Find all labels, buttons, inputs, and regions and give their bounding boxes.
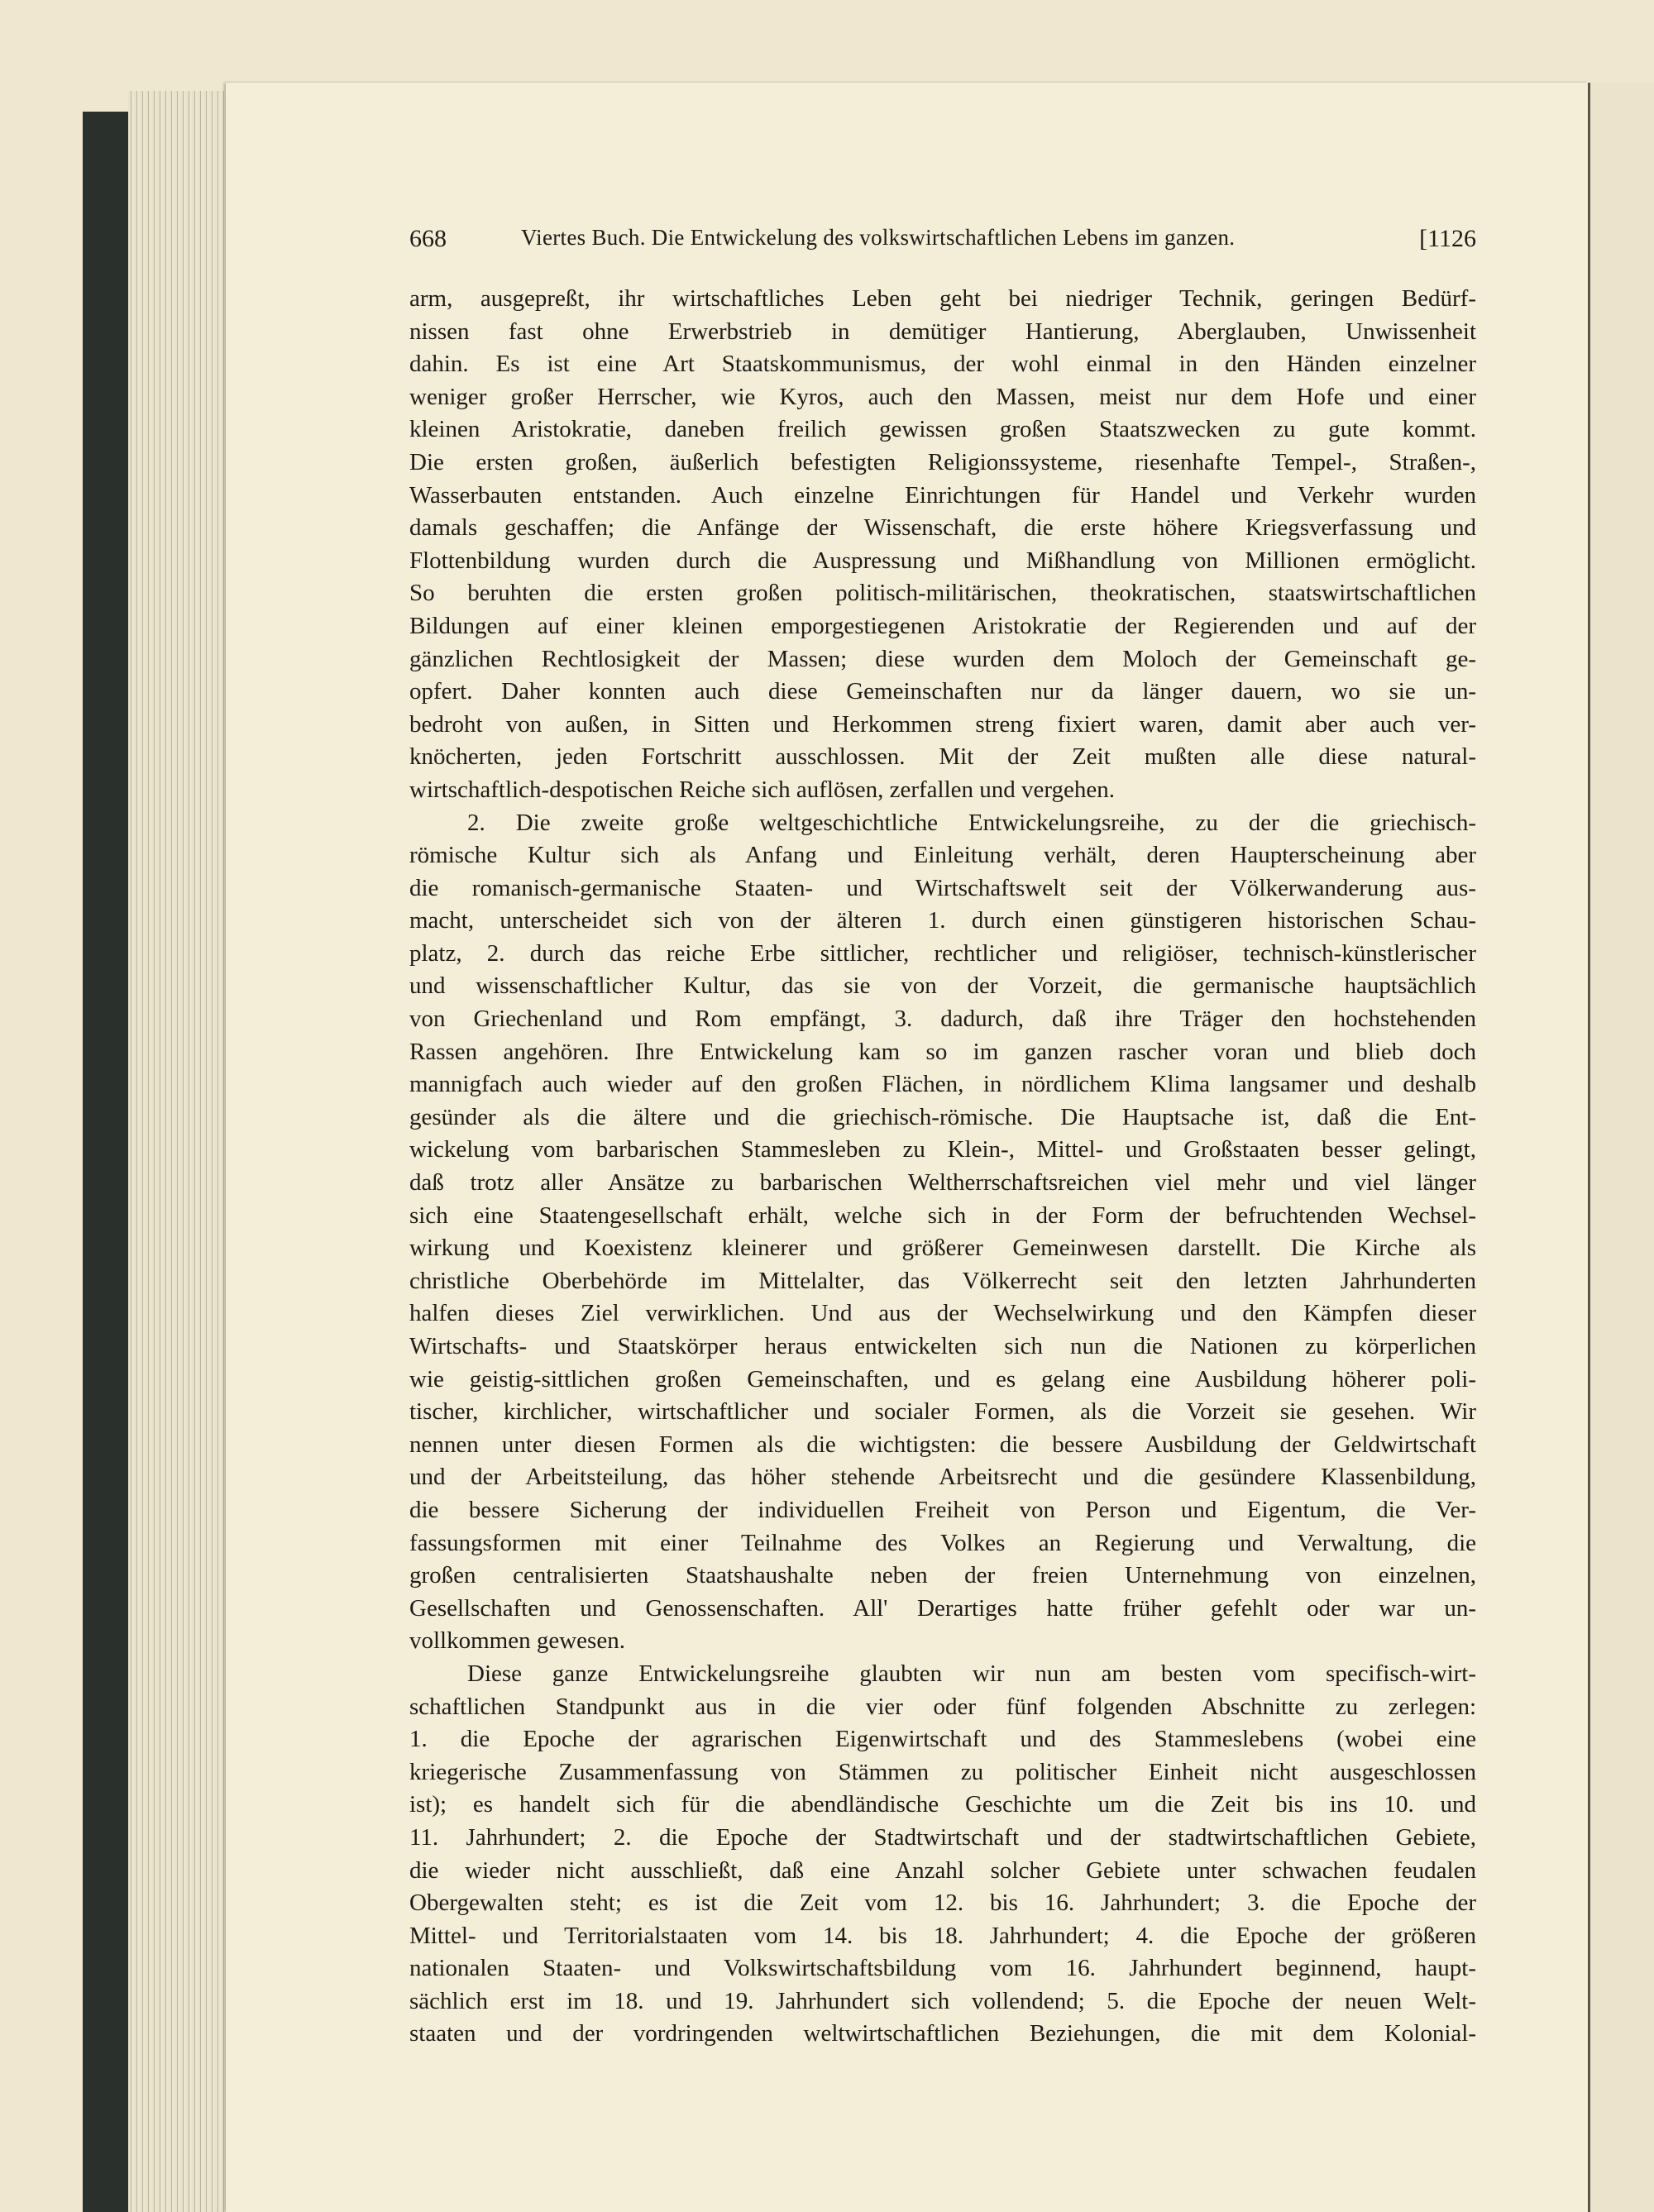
text-line: damals geschaffen; die Anfänge der Wissenschaft, die erste höhere Kriegsverfassung und xyxy=(409,514,1476,542)
text-line: Flottenbildung wurden durch die Auspressung und Mißhandlung von Millionen ermöglicht. xyxy=(409,547,1476,574)
text-line: arm, ausgepreßt, ihr wirtschaftliches Leben geht bei niedriger Technik, geringen Bedürf- xyxy=(409,285,1476,312)
text-line: sächlich erst im 18. und 19. Jahrhundert sich vollendend; 5. die Epoche der neuen Welt- xyxy=(409,1987,1476,2014)
text-line: fassungsformen mit einer Teilnahme des Volkes an Regierung und Verwaltung, die xyxy=(409,1529,1476,1556)
text-line: 2. Die zweite große weltgeschichtliche Entwickelungsreihe, zu der die griechisch- xyxy=(467,809,1476,836)
page-number: 668 xyxy=(409,225,447,252)
page-stack-edges xyxy=(128,91,226,2212)
text-line: bedroht von außen, in Sitten und Herkommen streng fixiert waren, damit aber auch ver- xyxy=(409,710,1476,738)
text-line: und wissenschaftlicher Kultur, das sie von der Vorzeit, die germanische hauptsächlich xyxy=(409,972,1476,1000)
text-line: dahin. Es ist eine Art Staatskommunismus, der wohl einmal in den Händen einzelner xyxy=(409,351,1476,378)
text-line: ist); es handelt sich für die abendländische Geschichte um die Zeit bis ins 10. und xyxy=(409,1791,1476,1818)
text-line: Rassen angehören. Ihre Entwickelung kam so im ganzen rascher voran und blieb doch xyxy=(409,1038,1476,1065)
text-line: nissen fast ohne Erwerbstrieb in demütiger Hantierung, Aberglauben, Unwissenheit xyxy=(409,318,1476,345)
text-line: nationalen Staaten- und Volkswirtschaftsbildung vom 16. Jahrhundert beginnend, haupt- xyxy=(409,1955,1476,1982)
text-line: staaten und der vordringenden weltwirtschaftlichen Beziehungen, die mit dem Kolonial- xyxy=(409,2020,1476,2047)
text-line: römische Kultur sich als Anfang und Einleitung verhält, deren Haupterscheinung aber xyxy=(409,842,1476,869)
page-header xyxy=(409,225,1476,258)
text-line: Wasserbauten entstanden. Auch einzelne Einrichtungen für Handel und Verkehr wurden xyxy=(409,481,1476,509)
text-line: vollkommen gewesen. xyxy=(409,1627,625,1655)
text-line: tischer, kirchlicher, wirtschaftlicher und socialer Formen, als die Vorzeit sie gesehen. Wir xyxy=(409,1398,1476,1426)
text-line: wie geistig-sittlichen großen Gemeinschaften, und es gelang eine Ausbildung höherer poli- xyxy=(409,1365,1476,1393)
text-line: gänzlichen Rechtlosigkeit der Massen; diese wurden dem Moloch der Gemeinschaft ge- xyxy=(409,645,1476,672)
text-line: kleinen Aristokratie, daneben freilich gewissen großen Staatszwecken zu gute kommt. xyxy=(409,416,1476,443)
text-line: schaftlichen Standpunkt aus in die vier oder fünf folgenden Abschnitte zu zerlegen: xyxy=(409,1693,1476,1720)
text-line: daß trotz aller Ansätze zu barbarischen Weltherrschaftsreichen viel mehr und viel länger xyxy=(409,1169,1476,1197)
text-line: sich eine Staatengesellschaft erhält, welche sich in der Form der befruchtenden Wechsel- xyxy=(409,1202,1476,1229)
text-line: mannigfach auch wieder auf den großen Flächen, in nördlichem Klima langsamer und deshalb xyxy=(409,1071,1476,1098)
text-line: die romanisch-germanische Staaten- und Wirtschaftswelt seit der Völkerwanderung aus- xyxy=(409,874,1476,901)
text-line: die wieder nicht ausschließt, daß eine Anzahl solcher Gebiete unter schwachen feudalen xyxy=(409,1856,1476,1884)
text-line: 1. die Epoche der agrarischen Eigenwirtschaft und des Stammeslebens (wobei eine xyxy=(409,1726,1476,1753)
text-line: halfen dieses Ziel verwirklichen. Und aus der Wechselwirkung und den Kämpfen dieser xyxy=(409,1300,1476,1327)
text-line: nennen unter diesen Formen als die wichtigsten: die bessere Ausbildung der Geldwirtschaft xyxy=(409,1431,1476,1458)
facing-page-edge xyxy=(1588,83,1654,2212)
text-line: weniger großer Herrscher, wie Kyros, auch den Massen, meist nur dem Hofe und einer xyxy=(409,383,1476,410)
text-line: wirkung und Koexistenz kleinerer und größerer Gemeinwesen darstellt. Die Kirche als xyxy=(409,1235,1476,1262)
text-line: von Griechenland und Rom empfängt, 3. dadurch, daß ihre Träger den hochstehenden xyxy=(409,1006,1476,1033)
text-line: 11. Jahrhundert; 2. die Epoche der Stadtwirtschaft und der stadtwirtschaftlichen Gebiete, xyxy=(409,1823,1476,1851)
text-line: macht, unterscheidet sich von der älteren 1. durch einen günstigeren historischen Schau- xyxy=(409,907,1476,934)
text-line: Bildungen auf einer kleinen emporgestiegenen Aristokratie der Regierenden und auf der xyxy=(409,612,1476,639)
text-line: Die ersten großen, äußerlich befestigten Religionssysteme, riesenhafte Tempel-, Straßen-, xyxy=(409,448,1476,475)
running-title: Viertes Buch. Die Entwickelung des volkswirtschaftlichen Lebens im ganzen. xyxy=(521,225,1236,250)
text-line: platz, 2. durch das reiche Erbe sittlicher, rechtlicher und religiöser, technisch-künstlerischer xyxy=(409,939,1476,967)
text-line: Diese ganze Entwickelungsreihe glaubten wir nun am besten vom specifisch-wirt- xyxy=(467,1660,1476,1687)
text-line: Wirtschafts- und Staatskörper heraus entwickelten sich nun die Nationen zu körperlichen xyxy=(409,1333,1476,1359)
text-line: knöcherten, jeden Fortschritt ausschlossen. Mit der Zeit mußten alle diese natural- xyxy=(409,743,1476,771)
text-line: Obergewalten steht; es ist die Zeit vom 12. bis 16. Jahrhundert; 3. die Epoche der xyxy=(409,1890,1476,1917)
text-line: wickelung vom barbarischen Stammesleben zu Klein-, Mittel- und Großstaaten besser gelingt, xyxy=(409,1136,1476,1163)
text-line: die bessere Sicherung der individuellen Freiheit von Person und Eigentum, die Ver- xyxy=(409,1496,1476,1523)
text-line: wirtschaftlich-despotischen Reiche sich auflösen, zerfallen und vergehen. xyxy=(409,776,1116,803)
body-text xyxy=(409,283,1476,2051)
text-line: gesünder als die ältere und die griechisch-römische. Die Hauptsache ist, daß die Ent- xyxy=(409,1103,1476,1130)
text-line: Mittel- und Territorialstaaten vom 14. bis 18. Jahrhundert; 4. die Epoche der größeren xyxy=(409,1922,1476,1949)
text-line: opfert. Daher konnten auch diese Gemeinschaften nur da länger dauern, wo sie un- xyxy=(409,678,1476,705)
text-line: großen centralisierten Staatshaushalte neben der freien Unternehmung von einzelnen, xyxy=(409,1562,1476,1589)
text-line: So beruhten die ersten großen politisch-militärischen, theokratischen, staatswirtschaftlichen xyxy=(409,580,1476,607)
original-page-reference: [1126 xyxy=(1419,225,1476,252)
text-line: und der Arbeitsteilung, das höher stehende Arbeitsrecht und die gesündere Klassenbildung, xyxy=(409,1464,1476,1491)
text-line: christliche Oberbehörde im Mittelalter, das Völkerrecht seit den letzten Jahrhunderten xyxy=(409,1267,1476,1294)
book-cover-edge xyxy=(83,112,130,2212)
text-line: Gesellschaften und Genossenschaften. All' Derartiges hatte früher gefehlt oder war un- xyxy=(409,1594,1476,1622)
text-line: kriegerische Zusammenfassung von Stämmen zu politischer Einheit nicht ausgeschlossen xyxy=(409,1758,1476,1785)
